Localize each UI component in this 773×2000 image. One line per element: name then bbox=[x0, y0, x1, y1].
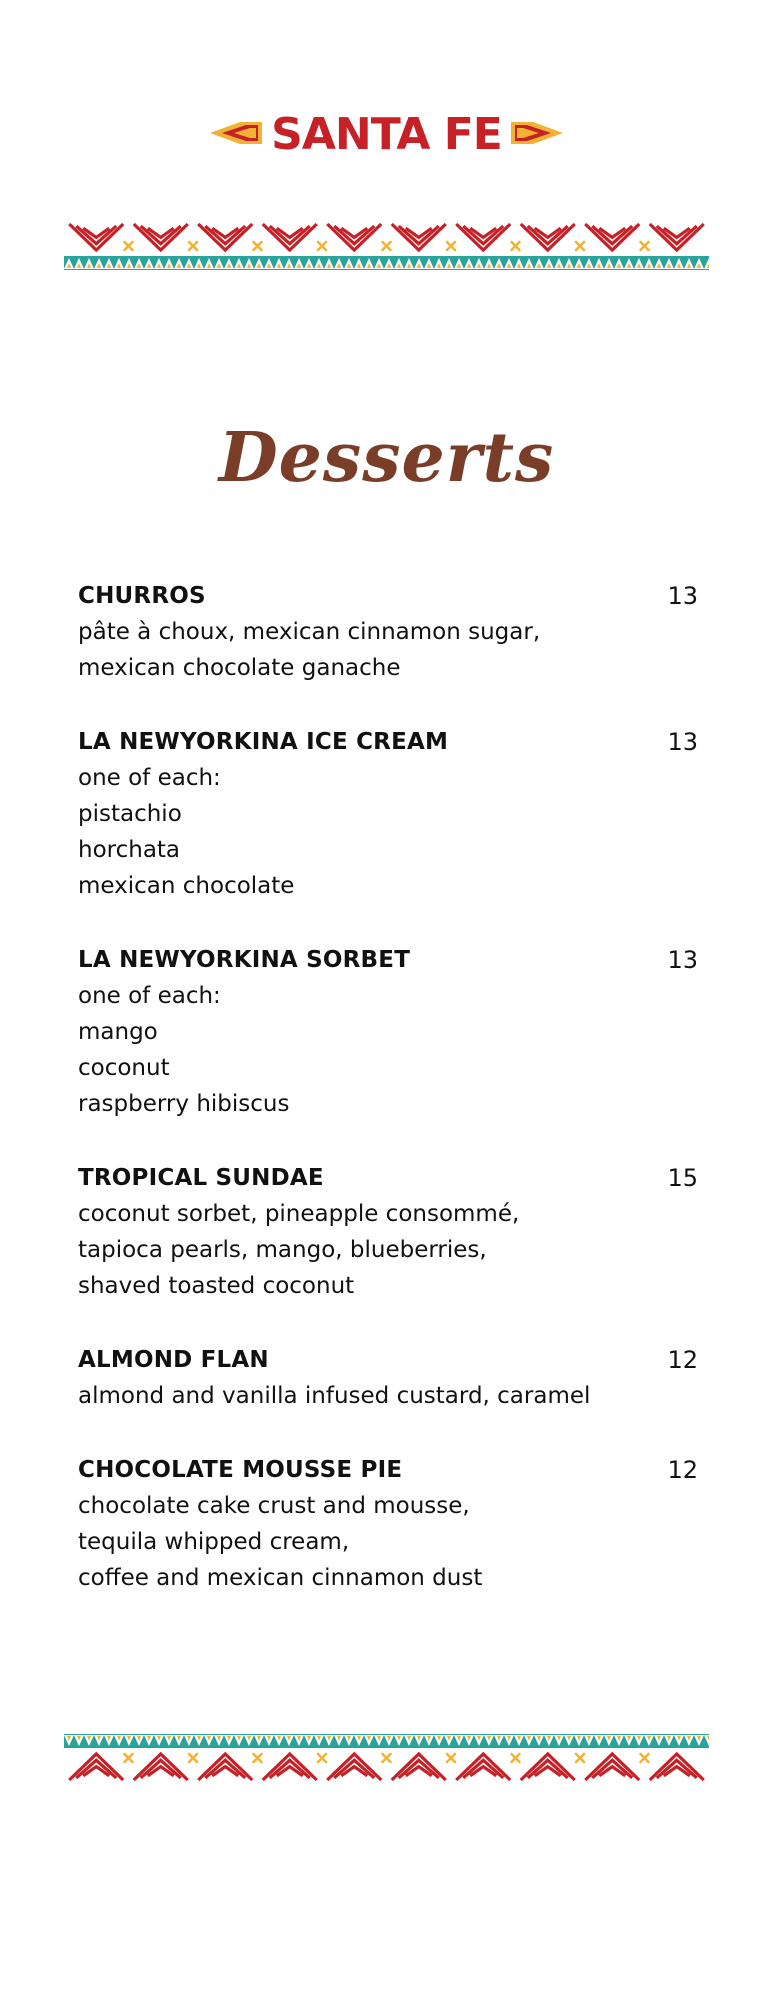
menu-item-description-line: almond and vanilla infused custard, caramel bbox=[78, 1383, 591, 1409]
menu-item-description-line: pistachio bbox=[78, 801, 182, 827]
menu-item-description-line: horchata bbox=[78, 837, 181, 863]
menu-item bbox=[78, 1160, 698, 1304]
menu-item-description bbox=[78, 1378, 698, 1414]
menu-item-description-line: one of each: bbox=[78, 983, 221, 1009]
menu-item-price: 12 bbox=[667, 1346, 698, 1374]
menu-item-price: 13 bbox=[667, 582, 698, 610]
logo-left-ornament bbox=[210, 122, 262, 144]
menu-item-name: ALMOND FLAN bbox=[78, 1347, 269, 1373]
logo-text: SANTA FE bbox=[271, 109, 502, 158]
menu-item-description-line: chocolate cake crust and mousse, bbox=[78, 1493, 470, 1519]
menu-item bbox=[78, 724, 698, 904]
menu-item bbox=[78, 1452, 698, 1596]
menu-item bbox=[78, 1342, 698, 1414]
menu-item-price: 15 bbox=[667, 1164, 698, 1192]
menu-item-description bbox=[78, 1488, 698, 1596]
menu-item-description-line: raspberry hibiscus bbox=[78, 1091, 290, 1117]
menu-item-name: CHOCOLATE MOUSSE PIE bbox=[78, 1457, 403, 1483]
menu-item-description bbox=[78, 614, 698, 686]
menu-item-description bbox=[78, 978, 698, 1122]
menu-item-description-line: shaved toasted coconut bbox=[78, 1273, 355, 1299]
menu-item-description-line: mango bbox=[78, 1019, 158, 1045]
logo-right-ornament bbox=[511, 122, 563, 144]
menu-item-description-line: mexican chocolate ganache bbox=[78, 655, 401, 681]
menu-item-name: LA NEWYORKINA SORBET bbox=[78, 947, 411, 973]
menu-item-description-line: coconut sorbet, pineapple consommé, bbox=[78, 1201, 520, 1227]
menu-item-description bbox=[78, 1196, 698, 1304]
dessert-menu bbox=[78, 578, 698, 1634]
menu-item-description bbox=[78, 760, 698, 904]
menu-item-description-line: tequila whipped cream, bbox=[78, 1529, 350, 1555]
menu-item-description-line: mexican chocolate bbox=[78, 873, 295, 899]
santa-fe-logo bbox=[0, 108, 773, 158]
menu-item-description-line: coffee and mexican cinnamon dust bbox=[78, 1565, 483, 1591]
menu-item-name: CHURROS bbox=[78, 583, 206, 609]
menu-item-price: 13 bbox=[667, 946, 698, 974]
menu-item bbox=[78, 578, 698, 686]
menu-item-description-line: tapioca pearls, mango, blueberries, bbox=[78, 1237, 487, 1263]
top-decorative-border bbox=[64, 222, 709, 274]
menu-item-description-line: one of each: bbox=[78, 765, 221, 791]
section-title: Desserts bbox=[218, 418, 555, 498]
menu-item-description-line: coconut bbox=[78, 1055, 170, 1081]
menu-item-description-line: pâte à choux, mexican cinnamon sugar, bbox=[78, 619, 541, 645]
bottom-decorative-border bbox=[64, 1730, 709, 1782]
menu-item-name: LA NEWYORKINA ICE CREAM bbox=[78, 729, 449, 755]
menu-item-price: 13 bbox=[667, 728, 698, 756]
menu-item-price: 12 bbox=[667, 1456, 698, 1484]
menu-item bbox=[78, 942, 698, 1122]
menu-item-name: TROPICAL SUNDAE bbox=[78, 1165, 324, 1191]
